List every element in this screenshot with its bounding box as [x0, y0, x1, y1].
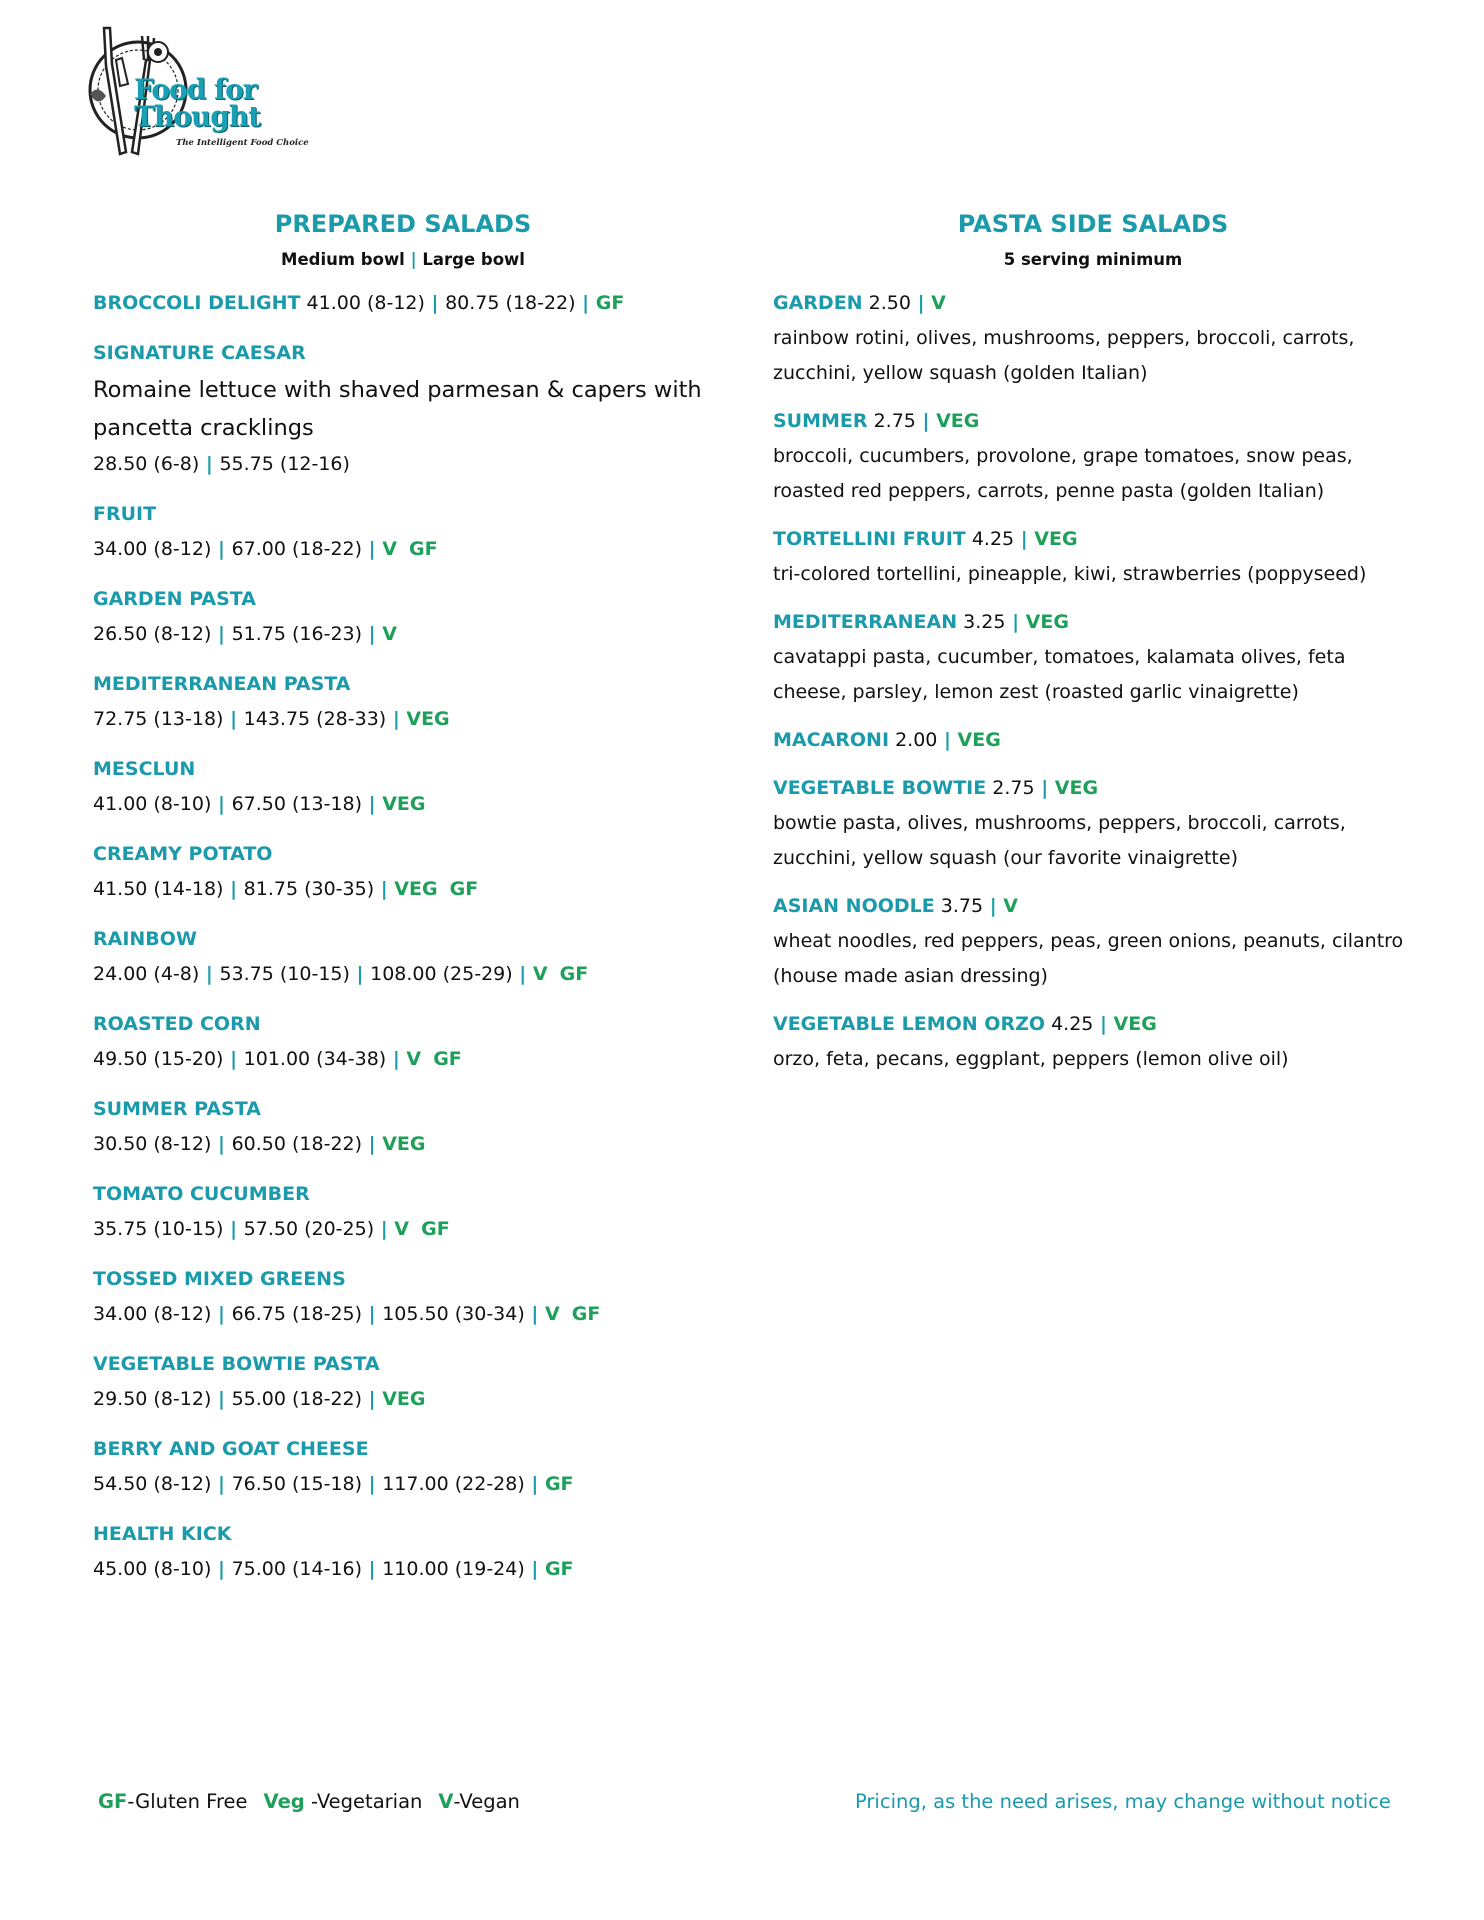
separator: |	[524, 1473, 545, 1495]
menu-item	[773, 1007, 1413, 1077]
price: 60.50 (18-22)	[231, 1133, 363, 1155]
price: 110.00 (19-24)	[382, 1558, 525, 1580]
menu-item	[93, 497, 713, 567]
price: 55.75 (12-16)	[219, 453, 350, 475]
menu-item	[93, 922, 713, 992]
separator: |	[223, 1048, 244, 1070]
separator: |	[223, 1218, 244, 1240]
separator: |	[1005, 611, 1026, 633]
price: 3.25	[963, 611, 1006, 633]
item-name: MESCLUN	[93, 758, 196, 780]
price: 2.00	[895, 729, 938, 751]
diet-tag: GF	[421, 1218, 450, 1240]
diet-tag: VEG	[382, 1388, 426, 1410]
sub-large: Large bowl	[422, 250, 525, 269]
separator: |	[1034, 777, 1055, 799]
prepared-salads-subtitle	[93, 248, 713, 272]
price: 55.00 (18-22)	[231, 1388, 363, 1410]
item-name: TORTELLINI FRUIT	[773, 528, 966, 550]
menu-item	[93, 837, 713, 907]
price: 80.75 (18-22)	[445, 292, 576, 314]
separator: |	[362, 623, 383, 645]
prepared-salads-title: PREPARED SALADS	[274, 210, 532, 238]
diet-tag: VEG	[382, 793, 426, 815]
item-description: tri-colored tortellini, pineapple, kiwi, strawberries (poppyseed)	[773, 563, 1367, 585]
item-name: BROCCOLI DELIGHT	[93, 292, 301, 314]
price-line	[93, 447, 713, 482]
item-name: RAINBOW	[93, 928, 197, 950]
menu-item	[93, 752, 713, 822]
price-line	[93, 872, 713, 907]
item-name: SUMMER	[773, 410, 868, 432]
price: 35.75 (10-15)	[93, 1218, 224, 1240]
item-header	[773, 605, 1413, 640]
item-name: CREAMY POTATO	[93, 843, 273, 865]
diet-tag: V	[532, 963, 548, 985]
price: 45.00 (8-10)	[93, 1558, 212, 1580]
sub-medium: Medium bowl	[281, 250, 405, 269]
price-line	[93, 1552, 713, 1587]
price: 3.75	[940, 895, 984, 917]
item-name: ASIAN NOODLE	[773, 895, 935, 917]
item-name: TOSSED MIXED GREENS	[93, 1268, 346, 1290]
item-description: wheat noodles, red peppers, peas, green onions, peanuts, cilantro (house made asian dressing)	[773, 930, 1404, 987]
price: 67.50 (13-18)	[231, 793, 363, 815]
separator: |	[199, 453, 220, 475]
menu-item	[93, 1517, 713, 1587]
separator: |	[211, 538, 232, 560]
price-line	[93, 617, 713, 652]
menu-item	[93, 336, 713, 482]
item-header	[773, 286, 1413, 321]
price-line	[93, 1382, 713, 1417]
separator: |	[211, 623, 232, 645]
price: 105.50 (30-34)	[382, 1303, 525, 1325]
diet-tag: V	[394, 1218, 409, 1240]
item-name: HEALTH KICK	[93, 1523, 232, 1545]
item-name: SUMMER PASTA	[93, 1098, 261, 1120]
separator: |	[211, 1303, 232, 1325]
diet-tag: VEG	[1113, 1013, 1157, 1035]
separator: |	[362, 538, 383, 560]
menu-item	[773, 522, 1413, 592]
item-name: TOMATO CUCUMBER	[93, 1183, 310, 1205]
separator: |	[349, 963, 371, 985]
separator: |	[1093, 1013, 1114, 1035]
price-line	[93, 1212, 713, 1247]
price: 57.50 (20-25)	[243, 1218, 375, 1240]
price: 2.50	[868, 292, 911, 314]
item-name: MEDITERRANEAN	[773, 611, 958, 633]
menu-item	[93, 1007, 713, 1077]
price-line	[93, 787, 713, 822]
price: 29.50 (8-12)	[93, 1388, 212, 1410]
price-line	[93, 286, 713, 321]
price: 49.50 (15-20)	[93, 1048, 224, 1070]
price-line	[93, 1297, 713, 1332]
legend-veg-code: Veg	[263, 1790, 305, 1813]
separator: |	[211, 793, 232, 815]
diet-tag: VEG	[957, 729, 1001, 751]
price: 2.75	[873, 410, 916, 432]
legend-gf-label: -Gluten Free	[127, 1790, 248, 1813]
diet-tag: VEG	[382, 1133, 426, 1155]
item-header	[773, 522, 1413, 557]
item-description: rainbow rotini, olives, mushrooms, peppers, broccoli, carrots, zucchini, yellow squash (golden Italian)	[773, 327, 1355, 384]
item-description: broccoli, cucumbers, provolone, grape tomatoes, snow peas, roasted red peppers, carrots, penne pasta (golden Italian)	[773, 445, 1353, 502]
price: 81.75 (30-35)	[243, 878, 375, 900]
item-description: cavatappi pasta, cucumber, tomatoes, kalamata olives, feta cheese, parsley, lemon zest (roasted garlic vinaigrette)	[773, 646, 1346, 703]
prepared-salads-list	[93, 286, 713, 1587]
pasta-side-salads-list	[773, 286, 1413, 1077]
price-line	[93, 702, 713, 737]
menu-item	[93, 1092, 713, 1162]
item-name: ROASTED CORN	[93, 1013, 261, 1035]
price: 4.25	[971, 528, 1015, 550]
separator: |	[374, 878, 395, 900]
item-name: VEGETABLE BOWTIE	[773, 777, 987, 799]
item-name: MACARONI	[773, 729, 890, 751]
menu-item	[773, 723, 1413, 758]
separator: |	[575, 292, 596, 314]
menu-item	[93, 1262, 713, 1332]
separator: |	[1014, 528, 1035, 550]
menu-item	[773, 889, 1413, 994]
separator: |	[424, 292, 446, 314]
separator: |	[211, 1133, 232, 1155]
item-header	[773, 1007, 1413, 1042]
brand-name	[134, 73, 261, 133]
item-description: Romaine lettuce with shaved parmesan & capers with pancetta cracklings	[93, 377, 702, 441]
brand-name-line2: Thought	[134, 100, 261, 133]
separator: |	[524, 1558, 545, 1580]
separator: |	[199, 963, 220, 985]
price: 2.75	[992, 777, 1035, 799]
pricing-notice: Pricing, as the need arises, may change without notice	[855, 1790, 1391, 1813]
menu-item	[93, 1347, 713, 1417]
diet-tag: GF	[559, 963, 589, 985]
price-line	[93, 532, 713, 567]
separator: |	[386, 708, 407, 730]
brand-logo	[86, 24, 309, 164]
menu-item	[93, 1177, 713, 1247]
diet-tag: V	[382, 623, 397, 645]
legend-v-label: -Vegan	[453, 1790, 520, 1813]
price: 28.50 (6-8)	[93, 453, 200, 475]
separator: |	[223, 708, 244, 730]
separator: |	[512, 963, 533, 985]
diet-tag: V	[931, 292, 946, 314]
item-name: GARDEN PASTA	[93, 588, 256, 610]
diet-tag: GF	[449, 878, 479, 900]
item-name: VEGETABLE BOWTIE PASTA	[93, 1353, 380, 1375]
menu-item	[93, 667, 713, 737]
price: 24.00 (4-8)	[93, 963, 200, 985]
pasta-side-salads-section	[773, 200, 1413, 1090]
menu-item	[773, 771, 1413, 876]
diet-tag: GF	[595, 292, 625, 314]
price-line	[93, 1127, 713, 1162]
separator: |	[211, 1473, 232, 1495]
price: 54.50 (8-12)	[93, 1473, 212, 1495]
diet-tag: VEG	[1054, 777, 1099, 799]
price: 75.00 (14-16)	[231, 1558, 363, 1580]
price: 117.00 (22-28)	[382, 1473, 525, 1495]
separator: |	[983, 895, 1004, 917]
separator: |	[374, 1218, 395, 1240]
separator: |	[362, 1133, 383, 1155]
dietary-legend	[98, 1787, 520, 1817]
menu-item	[93, 286, 713, 321]
price: 143.75 (28-33)	[243, 708, 387, 730]
separator: |	[524, 1303, 545, 1325]
brand-tagline: The Intelligent Food Choice	[176, 138, 309, 148]
diet-tag: GF	[409, 538, 438, 560]
item-header	[773, 404, 1413, 439]
price: 76.50 (15-18)	[231, 1473, 363, 1495]
separator: |	[223, 878, 244, 900]
item-description: bowtie pasta, olives, mushrooms, peppers, broccoli, carrots, zucchini, yellow squash (our favorite vinaigrette)	[773, 812, 1346, 869]
diet-tag: V	[544, 1303, 560, 1325]
legend-gf-code: GF	[98, 1790, 128, 1813]
legend-veg-label: -Vegetarian	[304, 1790, 423, 1813]
item-name: FRUIT	[93, 503, 157, 525]
legend-v-code: V	[438, 1790, 454, 1813]
price: 26.50 (8-12)	[93, 623, 212, 645]
item-header	[773, 889, 1413, 924]
item-name: GARDEN	[773, 292, 863, 314]
separator: |	[362, 1558, 383, 1580]
item-header	[773, 723, 1413, 758]
sub-separator: |	[410, 250, 417, 269]
price: 41.00 (8-12)	[306, 292, 425, 314]
item-name: SIGNATURE CAESAR	[93, 342, 306, 364]
pasta-side-salads-subtitle: 5 serving minimum	[1003, 250, 1183, 269]
pasta-side-salads-title: PASTA SIDE SALADS	[957, 210, 1229, 238]
diet-tag: GF	[544, 1473, 574, 1495]
price: 108.00 (25-29)	[370, 963, 513, 985]
price: 51.75 (16-23)	[231, 623, 363, 645]
price-line	[93, 957, 713, 992]
diet-tag: GF	[544, 1558, 574, 1580]
price: 101.00 (34-38)	[243, 1048, 387, 1070]
separator: |	[211, 1558, 232, 1580]
price: 41.00 (8-10)	[93, 793, 212, 815]
brand-name-line1: Food for	[134, 73, 257, 106]
price: 34.00 (8-12)	[93, 1303, 212, 1325]
diet-tag: V	[406, 1048, 422, 1070]
price: 66.75 (18-25)	[231, 1303, 363, 1325]
price: 4.25	[1051, 1013, 1094, 1035]
menu-item	[93, 582, 713, 652]
item-description: orzo, feta, pecans, eggplant, peppers (lemon olive oil)	[773, 1048, 1289, 1070]
price: 30.50 (8-12)	[93, 1133, 212, 1155]
diet-tag: VEG	[394, 878, 438, 900]
separator: |	[211, 1388, 232, 1410]
separator: |	[915, 410, 937, 432]
price: 67.00 (18-22)	[231, 538, 363, 560]
prepared-salads-section	[93, 200, 713, 1602]
separator: |	[362, 793, 383, 815]
diet-tag: GF	[571, 1303, 601, 1325]
diet-tag: VEG	[936, 410, 980, 432]
menu-item	[773, 286, 1413, 391]
diet-tag: VEG	[406, 708, 450, 730]
item-name: BERRY AND GOAT CHEESE	[93, 1438, 369, 1460]
price: 53.75 (10-15)	[219, 963, 350, 985]
diet-tag: GF	[433, 1048, 462, 1070]
separator: |	[362, 1303, 383, 1325]
item-name: MEDITERRANEAN PASTA	[93, 673, 351, 695]
diet-tag: VEG	[1034, 528, 1078, 550]
item-name: VEGETABLE LEMON ORZO	[773, 1013, 1046, 1035]
item-header	[773, 771, 1413, 806]
separator: |	[386, 1048, 407, 1070]
separator: |	[937, 729, 958, 751]
diet-tag: VEG	[1025, 611, 1069, 633]
menu-item	[93, 1432, 713, 1502]
separator: |	[910, 292, 932, 314]
menu-item	[773, 404, 1413, 509]
diet-tag: V	[1003, 895, 1018, 917]
separator: |	[362, 1473, 383, 1495]
price: 41.50 (14-18)	[93, 878, 224, 900]
separator: |	[362, 1388, 383, 1410]
price-line	[93, 1467, 713, 1502]
price: 72.75 (13-18)	[93, 708, 224, 730]
diet-tag: V	[382, 538, 397, 560]
price: 34.00 (8-12)	[93, 538, 212, 560]
menu-item	[773, 605, 1413, 710]
price-line	[93, 1042, 713, 1077]
